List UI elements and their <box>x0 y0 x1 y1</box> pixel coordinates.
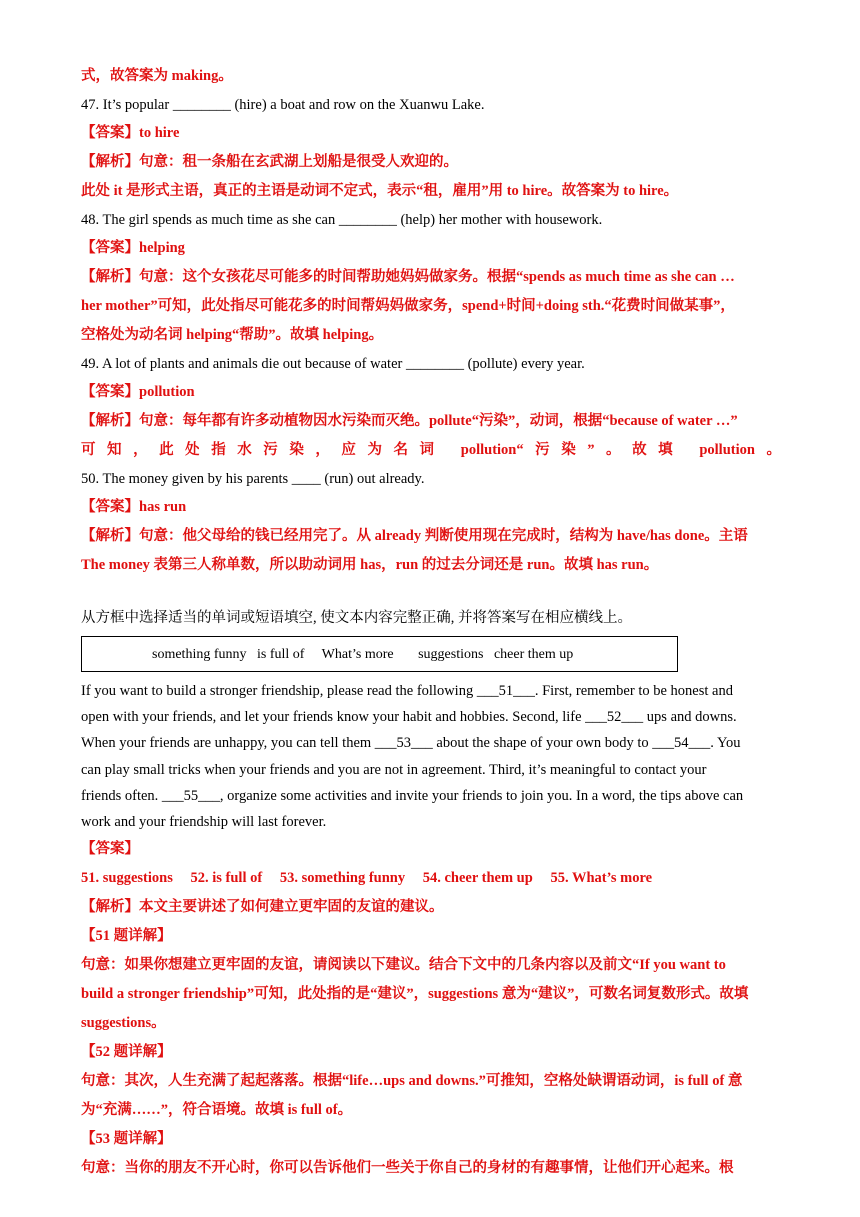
q49-answer: 【答案】pollution <box>81 384 195 400</box>
passage-line: friends often. ___55___, organize some activities and invite your friends to join you. In a word, the tips above can <box>81 787 744 804</box>
section-spacer <box>81 580 781 604</box>
q49-question: 49. A lot of plants and animals die out because of water ________ (pollute) every year. <box>81 356 585 372</box>
q46-analysis-cont: 式，故答案为 making。 <box>81 68 233 84</box>
q48-analysis-3: 空格处为动名词 helping“帮助”。故填 helping。 <box>81 327 384 343</box>
answer-55: 55. What’s more <box>550 870 653 887</box>
passage-line: If you want to build a stronger friendship, please read the following ___51___. First, remember to be honest and <box>81 683 733 699</box>
passage-line: When your friends are unhappy, you can tell them ___53___ about the shape of your own body to ___54___. You <box>81 735 741 752</box>
q48-answer: 【答案】helping <box>81 240 185 256</box>
q47-analysis-1: 【解析】句意：租一条船在玄武湖上划船是很受人欢迎的。 <box>81 154 458 170</box>
q49-analysis-1: 【解析】句意：每年都有许多动植物因水污染而灭绝。pollute“污染”，动词，根据“because of water …” <box>81 413 738 429</box>
q48-analysis-1: 【解析】句意：这个女孩花尽可能多的时间帮助她妈妈做家务。根据“spends as much time as she can … <box>81 269 735 285</box>
answer-52: 52. is full of <box>190 870 263 887</box>
q48-question: 48. The girl spends as much time as she can ________ (help) her mother with housework. <box>81 212 603 228</box>
detail-51-title: 【51 题详解】 <box>81 928 172 945</box>
section-answers <box>81 864 781 893</box>
document-page <box>81 62 781 1183</box>
q50-answer: 【答案】has run <box>81 499 187 515</box>
detail-52-line-2: 为“充满……”，符合语境。故填 is full of。 <box>81 1102 353 1119</box>
q50-question: 50. The money given by his parents ____ (run) out already. <box>81 471 425 487</box>
q47-question: 47. It’s popular ________ (hire) a boat and row on the Xuanwu Lake. <box>81 97 485 113</box>
section-instruction: 从方框中选择适当的单词或短语填空, 使文本内容完整正确, 并将答案写在相应横线上。 <box>81 610 632 626</box>
q48-analysis-2: her mother”可知，此处指尽可能花多的时间帮妈妈做家务，spend+时间+doing sth.“花费时间做某事”， <box>81 298 735 314</box>
answer-51: 51. suggestions <box>81 870 173 887</box>
q49-analysis-2: 可知，此处指水污染，应为名词 pollution“污染”。故填 pollution。 <box>81 442 781 458</box>
detail-52-title: 【52 题详解】 <box>81 1044 172 1061</box>
q47-analysis-2: 此处 it 是形式主语，真正的主语是动词不定式，表示“租，雇用”用 to hire。故答案为 to hire。 <box>81 183 679 199</box>
passage-line: can play small tricks when your friends and you are not in agreement. Third, it’s meaningful to contact your <box>81 761 707 778</box>
passage <box>81 678 781 835</box>
detail-51-line-2: build a stronger friendship”可知，此处指的是“建议”，suggestions 意为“建议”，可数名词复数形式。故填 <box>81 986 749 1003</box>
section-analysis: 【解析】本文主要讲述了如何建立更牢固的友谊的建议。 <box>81 899 444 916</box>
detail-52-line-1: 句意：其次，人生充满了起起落落。根据“life…ups and downs.”可推知，空格处缺谓语动词，is full of 意 <box>81 1073 743 1090</box>
detail-53-line-1: 句意：当你的朋友不开心时，你可以告诉他们一些关于你自己的身材的有趣事情，让他们开心起来。根 <box>81 1160 734 1177</box>
detail-51-line-3: suggestions。 <box>81 1015 166 1032</box>
passage-line: work and your friendship will last forever. <box>81 814 327 831</box>
section-answer-label: 【答案】 <box>81 841 139 858</box>
answer-54: 54. cheer them up <box>422 870 533 887</box>
q47-answer: 【答案】to hire <box>81 125 180 141</box>
q50-analysis-1: 【解析】句意：他父母给的钱已经用完了。从 already 判断使用现在完成时，结构为 have/has done。主语 <box>81 528 748 544</box>
word-box: something funny is full of What’s more suggestions cheer them up <box>81 636 678 672</box>
passage-line: open with your friends, and let your friends know your habit and hobbies. Second, life ___52___ ups and downs. <box>81 709 737 726</box>
detail-51-line-1: 句意：如果你想建立更牢固的友谊，请阅读以下建议。结合下文中的几条内容以及前文“If you want to <box>81 957 726 974</box>
answer-53: 53. something funny <box>279 870 406 887</box>
detail-53-title: 【53 题详解】 <box>81 1131 172 1148</box>
q50-analysis-2: The money 表第三人称单数，所以助动词用 has，run 的过去分词还是 run。故填 has run。 <box>81 557 659 573</box>
